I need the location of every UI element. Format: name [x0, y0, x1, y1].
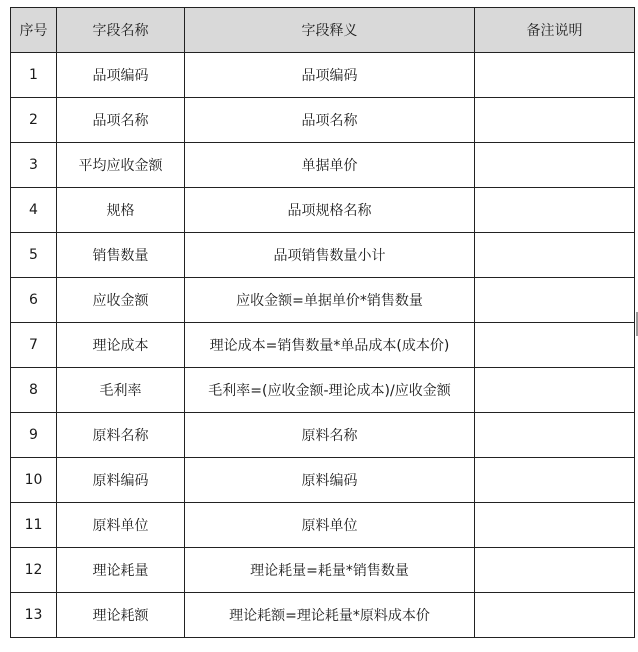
- cell-remarks: [475, 413, 635, 458]
- table-row: [11, 188, 635, 233]
- cell-remarks: [475, 458, 635, 503]
- cell-seq: 9: [11, 413, 57, 458]
- cell-field-name: 原料单位: [57, 503, 185, 548]
- cell-field-description: 毛利率=(应收金额-理论成本)/应收金额: [185, 368, 475, 413]
- cell-seq: 7: [11, 323, 57, 368]
- cell-field-description: 品项名称: [185, 98, 475, 143]
- cell-remarks: [475, 503, 635, 548]
- cell-field-name: 原料名称: [57, 413, 185, 458]
- cell-field-description: 原料单位: [185, 503, 475, 548]
- cell-field-description: 单据单价: [185, 143, 475, 188]
- cell-field-name: 理论成本: [57, 323, 185, 368]
- cell-field-description: 理论成本=销售数量*单品成本(成本价): [185, 323, 475, 368]
- cell-remarks: [475, 53, 635, 98]
- cell-seq: 10: [11, 458, 57, 503]
- cell-seq: 13: [11, 593, 57, 638]
- field-definition-table: [10, 7, 635, 638]
- field-definition-table-container: [10, 7, 635, 638]
- table-row: [11, 368, 635, 413]
- cell-seq: 11: [11, 503, 57, 548]
- cell-field-name: 原料编码: [57, 458, 185, 503]
- table-row: [11, 323, 635, 368]
- cell-field-description: 品项销售数量小计: [185, 233, 475, 278]
- cell-seq: 3: [11, 143, 57, 188]
- table-body: [11, 53, 635, 638]
- cell-remarks: [475, 368, 635, 413]
- table-row: [11, 593, 635, 638]
- header-field-name: 字段名称: [57, 8, 185, 53]
- cell-field-name: 理论耗额: [57, 593, 185, 638]
- table-row: [11, 503, 635, 548]
- table-row: [11, 53, 635, 98]
- table-row: [11, 233, 635, 278]
- cell-remarks: [475, 233, 635, 278]
- cell-field-name: 规格: [57, 188, 185, 233]
- cell-remarks: [475, 323, 635, 368]
- cell-field-name: 应收金额: [57, 278, 185, 323]
- cell-remarks: [475, 593, 635, 638]
- table-row: [11, 413, 635, 458]
- header-seq: 序号: [11, 8, 57, 53]
- header-field-description: 字段释义: [185, 8, 475, 53]
- cell-field-description: 应收金额=单据单价*销售数量: [185, 278, 475, 323]
- cell-field-name: 平均应收金额: [57, 143, 185, 188]
- cell-field-description: 原料名称: [185, 413, 475, 458]
- cell-field-description: 理论耗量=耗量*销售数量: [185, 548, 475, 593]
- cell-seq: 12: [11, 548, 57, 593]
- table-header: [11, 8, 635, 53]
- cell-seq: 6: [11, 278, 57, 323]
- cell-seq: 4: [11, 188, 57, 233]
- table-row: [11, 143, 635, 188]
- cell-field-name: 品项名称: [57, 98, 185, 143]
- cell-field-name: 理论耗量: [57, 548, 185, 593]
- table-row: [11, 98, 635, 143]
- cell-field-description: 原料编码: [185, 458, 475, 503]
- cell-seq: 1: [11, 53, 57, 98]
- cell-seq: 8: [11, 368, 57, 413]
- table-row: [11, 548, 635, 593]
- cell-remarks: [475, 278, 635, 323]
- cell-field-description: 品项规格名称: [185, 188, 475, 233]
- cell-seq: 5: [11, 233, 57, 278]
- table-row: [11, 278, 635, 323]
- cell-remarks: [475, 143, 635, 188]
- cell-remarks: [475, 188, 635, 233]
- cell-field-name: 毛利率: [57, 368, 185, 413]
- cell-remarks: [475, 98, 635, 143]
- header-row: [11, 8, 635, 53]
- table-row: [11, 458, 635, 503]
- header-remarks: 备注说明: [475, 8, 635, 53]
- cell-seq: 2: [11, 98, 57, 143]
- cell-field-description: 理论耗额=理论耗量*原料成本价: [185, 593, 475, 638]
- cell-field-name: 销售数量: [57, 233, 185, 278]
- cell-field-name: 品项编码: [57, 53, 185, 98]
- cell-field-description: 品项编码: [185, 53, 475, 98]
- cell-remarks: [475, 548, 635, 593]
